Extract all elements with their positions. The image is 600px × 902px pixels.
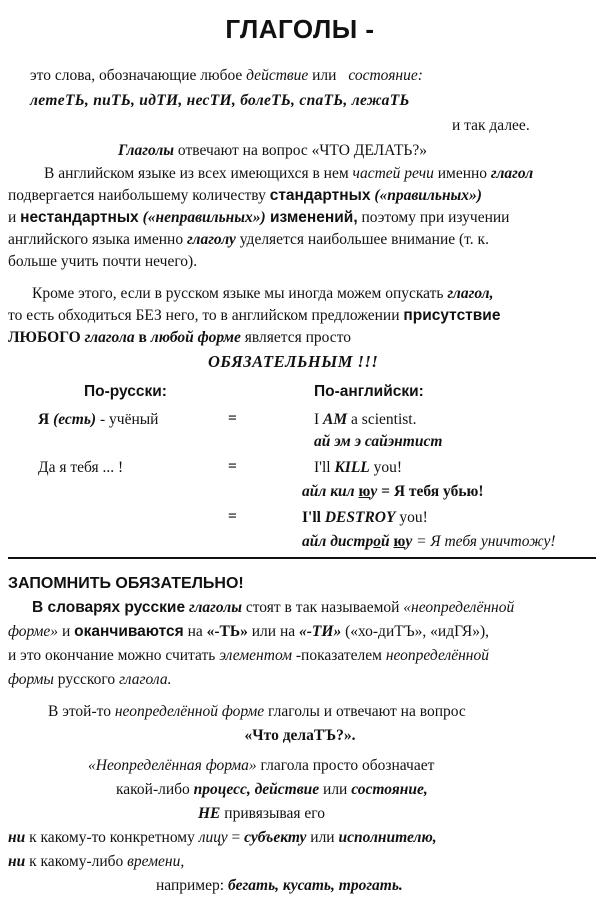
- row3-transcription: [302, 532, 556, 552]
- remember-line-3: [8, 646, 489, 666]
- rem-5a: В этой-то: [48, 703, 115, 720]
- remember-line-9: [198, 804, 325, 824]
- rem-2e: «-ТЬ»: [206, 623, 248, 640]
- question-verbs: Глаголы: [118, 142, 175, 159]
- rem-3b: элементом: [219, 647, 292, 664]
- remember-line-2: [8, 622, 489, 642]
- p2-regular: («правильных»): [370, 187, 482, 204]
- p2-line-3: [8, 208, 509, 228]
- row3-tr-a: айл дистр: [302, 533, 374, 550]
- row1-en-rest: a scientist.: [347, 411, 417, 428]
- rem-8d: состояние,: [351, 781, 428, 798]
- row2-transcription: [302, 482, 484, 502]
- remember-line-6: «Что делаТЪ?».: [244, 727, 356, 744]
- p3-text-3e: является просто: [240, 329, 352, 346]
- row2-tr-b: ю: [358, 483, 371, 500]
- row1-en-i: I: [314, 411, 324, 428]
- p3-line-2: [8, 306, 500, 326]
- remember-heading: ЗАПОМНИТЬ ОБЯЗАТЕЛЬНО!: [8, 575, 244, 592]
- p2-irregular: («неправильных»): [138, 209, 266, 226]
- rem-12b: бегать, кусать, трогать.: [227, 877, 403, 894]
- rem-2f: или на: [247, 623, 300, 640]
- row2-tr-c: у: [370, 483, 378, 500]
- rem-4b: русского: [53, 671, 119, 688]
- row2-ru: Да я тебя ... !: [38, 459, 124, 476]
- remember-line-5: [48, 702, 466, 722]
- p3-text-1a: Кроме этого, если в русском языке мы иногда можем опускать: [32, 285, 448, 302]
- p3-line-1: [32, 284, 494, 304]
- p2-text-1c: именно: [433, 165, 491, 182]
- row3-en-destroy: DESTROY: [324, 509, 396, 526]
- p3-any: ЛЮБОГО: [8, 329, 85, 346]
- rem-10g: исполнителю,: [338, 829, 437, 846]
- p2-text-2a: подвергается наибольшему количеству: [8, 187, 270, 204]
- table-head-ru: По-русски:: [84, 383, 167, 400]
- row1-equals: =: [228, 410, 237, 427]
- remember-line-10: [8, 828, 437, 848]
- p3-in: в: [134, 329, 151, 346]
- rem-3a: и это окончание можно считать: [8, 647, 220, 664]
- p2-verb: глагол: [490, 165, 534, 182]
- row2-equals: =: [228, 458, 237, 475]
- p2-text-4c: уделяется наибольшее внимание (т. к.: [235, 231, 489, 248]
- p2-text-4a: английского языка именно: [8, 231, 187, 248]
- rem-9a: НЕ: [198, 805, 221, 822]
- row2-en-kill: KILL: [334, 459, 370, 476]
- rem-1e: «неопределённой: [403, 599, 515, 616]
- row3-en-ill: I'll: [302, 509, 325, 526]
- p2-text-1a: В английском языке из всех имеющихся в нем: [44, 165, 353, 182]
- question-text: отвечают на вопрос «ЧТО ДЕЛАТЬ?»: [174, 142, 427, 159]
- intro-action: действие: [246, 67, 309, 84]
- row1-ru-scientist: - учёный: [96, 411, 159, 428]
- rem-2d: на: [183, 623, 207, 640]
- rem-1a: В словарях: [32, 599, 125, 616]
- row1-en-am: AM: [323, 411, 348, 428]
- rem-5c: глаголы и отвечают на вопрос: [264, 703, 466, 720]
- row3-tr-d: ю: [393, 533, 406, 550]
- intro-etc: и так далее.: [452, 117, 530, 134]
- rem-4a: формы: [8, 671, 54, 688]
- rem-10c: лицу: [198, 829, 228, 846]
- row3-tr-f: = Я тебя уничтожу!: [412, 533, 556, 550]
- row3-tr-b: о: [373, 533, 381, 550]
- p2-nonstandard: нестандартных: [20, 209, 139, 226]
- p3-presence: присутствие: [403, 307, 501, 324]
- p3-any-form: любой форме: [150, 329, 241, 346]
- rem-8a: какой-либо: [116, 781, 194, 798]
- rem-7b: глагола просто обозначает: [256, 757, 435, 774]
- p2-parts-of-speech: частей речи: [352, 165, 434, 182]
- rem-5b: неопределённой форме: [114, 703, 265, 720]
- p2-changes: изменений,: [265, 209, 358, 226]
- row2-en-ill: I'll: [314, 459, 335, 476]
- row1-ru-est: (есть): [53, 411, 97, 428]
- row1-transcription: ай эм э сайэнтист: [314, 433, 443, 450]
- rem-10a: ни: [8, 829, 26, 846]
- intro-examples: лeтeTЬ, пиTЬ, идTИ, несTИ, болeTЬ, спаTЬ, лежаTЬ: [30, 92, 410, 109]
- rem-2b: и: [58, 623, 75, 640]
- rem-10d: =: [227, 829, 245, 846]
- row1-ru-i: Я: [38, 411, 54, 428]
- row2-en-you: you!: [369, 459, 403, 476]
- intro-text: это слова, обозначающие любое: [30, 67, 247, 84]
- rem-3d: неопределённой: [385, 647, 489, 664]
- intro-line-1: [30, 66, 423, 86]
- rem-2a: форме»: [8, 623, 59, 640]
- row3-en-you: you!: [395, 509, 428, 526]
- p2-line-2: [8, 186, 482, 206]
- row2-tr-a: айл кил: [302, 483, 359, 500]
- p3-line-3: [8, 328, 351, 348]
- remember-line-4: [8, 670, 171, 690]
- rem-11a: ни: [8, 853, 26, 870]
- intro-state: состояние:: [348, 67, 423, 84]
- remember-line-7: [88, 756, 434, 776]
- rem-11c: времени,: [127, 853, 185, 870]
- rem-2c: оканчиваются: [74, 623, 184, 640]
- rem-1c: глаголы: [185, 599, 242, 616]
- row3-tr-e: у: [405, 533, 413, 550]
- page-title: ГЛАГОЛЫ -: [225, 14, 375, 44]
- remember-line-11: [8, 852, 184, 872]
- p2-line-4: [8, 230, 489, 250]
- rem-11b: к какому-либо: [25, 853, 128, 870]
- rem-4c: глагола.: [118, 671, 172, 688]
- rem-3c: -показателем: [292, 647, 386, 664]
- row3-equals: =: [228, 508, 237, 525]
- row1-ru: [38, 410, 158, 430]
- section-divider: [8, 557, 596, 559]
- rem-8b: процесс, действие: [193, 781, 320, 798]
- p3-text-2a: то есть обходиться БЕЗ него, то в английском предложении: [8, 307, 404, 324]
- rem-10e: субъекту: [244, 829, 307, 846]
- rem-2g: «-ТИ»: [299, 623, 342, 640]
- rem-10b: к какому-то конкретному: [25, 829, 199, 846]
- remember-line-8: [116, 780, 428, 800]
- rem-7a: «Неопределённая форма»: [88, 757, 257, 774]
- rem-8c: или: [319, 781, 352, 798]
- table-head-en: По-английски:: [314, 383, 424, 400]
- row2-en: [314, 458, 402, 478]
- remember-line-1: [32, 598, 514, 618]
- row1-en: [314, 410, 416, 430]
- p2-line-5: больше учить почти нечего).: [8, 253, 198, 270]
- p2-verb-dat: глаголу: [186, 231, 236, 248]
- p2-standard: стандартных: [269, 187, 371, 204]
- row3-tr-c: й: [380, 533, 394, 550]
- p3-verb-gen: глагола: [84, 329, 135, 346]
- rem-1d: стоят в так называемой: [241, 599, 404, 616]
- rem-9b: привязывая его: [220, 805, 326, 822]
- row2-tr-d: = Я тебя убью!: [377, 483, 484, 500]
- p3-verb: глагол,: [447, 285, 494, 302]
- remember-line-12: [156, 876, 403, 896]
- rem-10f: или: [306, 829, 339, 846]
- rem-12a: например:: [156, 877, 228, 894]
- rem-2h: («хо-диТЪ», «идГЯ»),: [341, 623, 490, 640]
- question-line: [118, 141, 427, 161]
- p2-text-3a: и: [8, 209, 21, 226]
- intro-or: или: [308, 67, 341, 84]
- row3-en: [302, 508, 428, 528]
- rem-1b: русские: [124, 599, 186, 616]
- p2-text-3e: поэтому при изучении: [357, 209, 510, 226]
- p3-mandatory: ОБЯЗАТЕЛЬНЫМ !!!: [208, 352, 379, 371]
- p2-line-1: [44, 164, 533, 184]
